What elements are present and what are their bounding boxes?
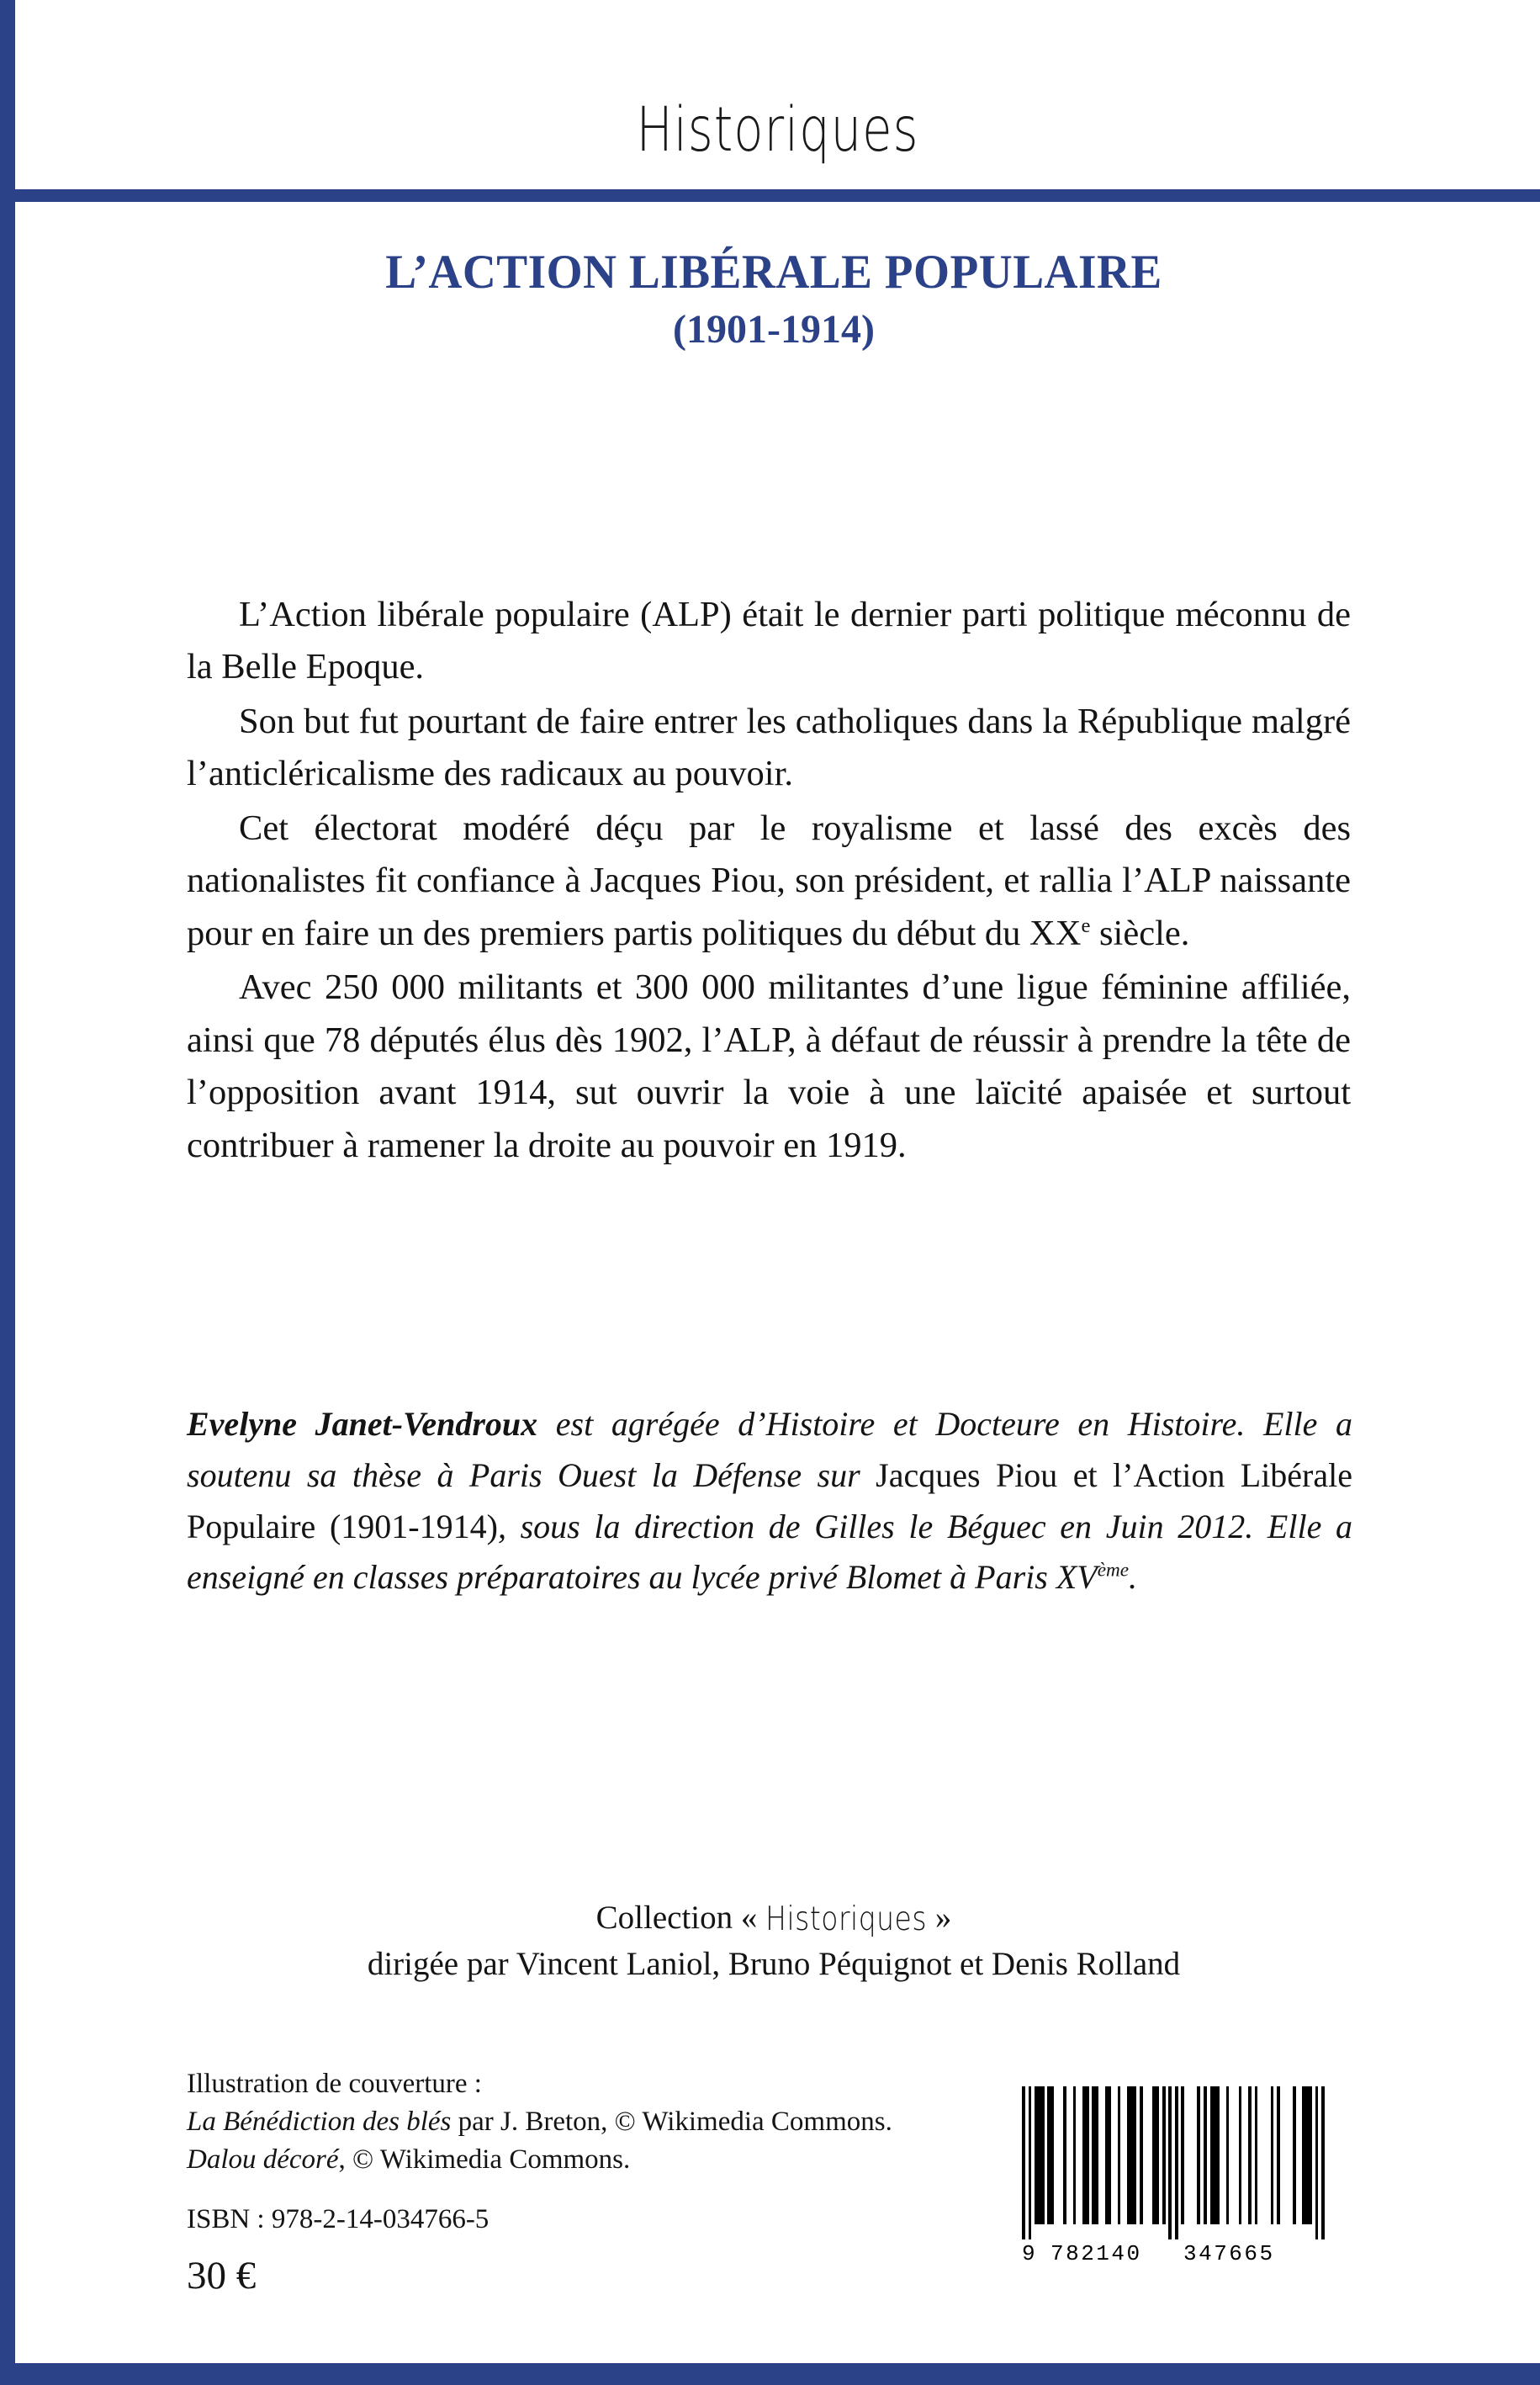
cover-illustration-work-1 [187,2103,1028,2141]
cover-illustration-work-2-rest: , © Wikimedia Commons. [338,2144,631,2175]
footer-accent-bar [0,2363,1540,2385]
collection-credit [118,1895,1430,1988]
cover-illustration-work-2 [187,2141,1028,2179]
cover-illustration-work-1-rest: par J. Breton, © Wikimedia Commons. [451,2106,892,2137]
cover-illustration-label: Illustration de couverture : [187,2069,482,2099]
blurb-text [187,589,1351,1172]
blurb-paragraph-4: Avec 250 000 militants et 300 000 militantes d’une ligue féminine affiliée, ainsi que 78 députés élus dès 1902, l’ALP, à défaut de réussir à prendre la tête de l’opposition avant 1914, sut ouvrir la voie à une laïcité apaisée et surtout contribuer à ramener la droite au pouvoir en 1919. [187,967,1351,1165]
collection-banner [15,0,1540,195]
book-title: L’ACTION LIBÉRALE POPULAIRE [385,246,1162,299]
blurb-ordinal-superscript: e [1081,914,1091,937]
collection-credit-line-1 [118,1895,1430,1941]
author-bio-thesis-title: Jacques Piou et l’Action Libérale Populaire (1901-1914) [187,1455,1353,1545]
collection-credit-suffix: » [934,1900,952,1936]
cover-illustration-work-1-title: La Bénédiction des blés [187,2106,452,2137]
collection-credit-name: Historiques [765,1898,928,1938]
title-block [118,244,1430,354]
author-bio-segment-4: . [1129,1558,1138,1597]
barcode-bars [1022,2086,1325,2239]
author-bio [187,1399,1352,1603]
barcode-group-right: 347665 [1183,2241,1275,2266]
collection-credit-prefix: Collection « [595,1900,758,1936]
blurb-paragraph-1: L’Action libérale populaire (ALP) était le dernier parti politique méconnu de la Belle Epoque. [187,595,1351,687]
blurb-paragraph-2: Son but fut pourtant de faire entrer les catholiques dans la République malgré l’anticléricalisme des radicaux au pouvoir. [187,701,1351,794]
author-bio-segment-1: est agrégée d’Histoire et Docteure en Histoire. Elle a soutenu sa thèse à Paris Ouest la Défense sur [187,1405,1353,1494]
cover-illustration-credits [187,2065,1028,2179]
blurb-paragraph-3-part-a: Cet électorat modéré déçu par le royalisme et lassé des excès des nationalistes fit confiance à Jacques Piou, son président, et rallia l’ALP naissante pour en faire un des premiers partis politiques du début du XX [187,808,1351,953]
cover-illustration-work-2-title: Dalou décoré [187,2144,339,2175]
barcode-lead-digit: 9 [1022,2241,1038,2266]
collection-directors: dirigée par Vincent Laniol, Bruno Péquignot et Denis Rolland [367,1946,1181,1983]
barcode-group-left: 782140 [1050,2241,1142,2266]
spine-accent-strip [0,0,15,2385]
header-divider-rule [15,189,1540,202]
ean13-barcode [1022,2086,1325,2276]
blurb-paragraph-3 [187,803,1351,960]
barcode-digits [1022,2239,1325,2273]
author-bio-segment-3: , sous la direction de Gilles le Béguec en Juin 2012. Elle a enseigné en classes préparatoires au lycée privé Blomet à Paris XV [187,1507,1353,1597]
blurb-paragraph-3-part-b: siècle. [1090,913,1190,953]
price-text: 30 € [187,2254,257,2298]
collection-banner-name: Historiques [636,93,919,167]
author-bio-arrondissement-superscript: ème [1097,1560,1130,1582]
isbn-text: ISBN : 978-2-14-034766-5 [187,2204,490,2234]
author-name: Evelyne Janet-Vendroux [187,1405,538,1443]
book-title-years: (1901-1914) [673,307,875,352]
